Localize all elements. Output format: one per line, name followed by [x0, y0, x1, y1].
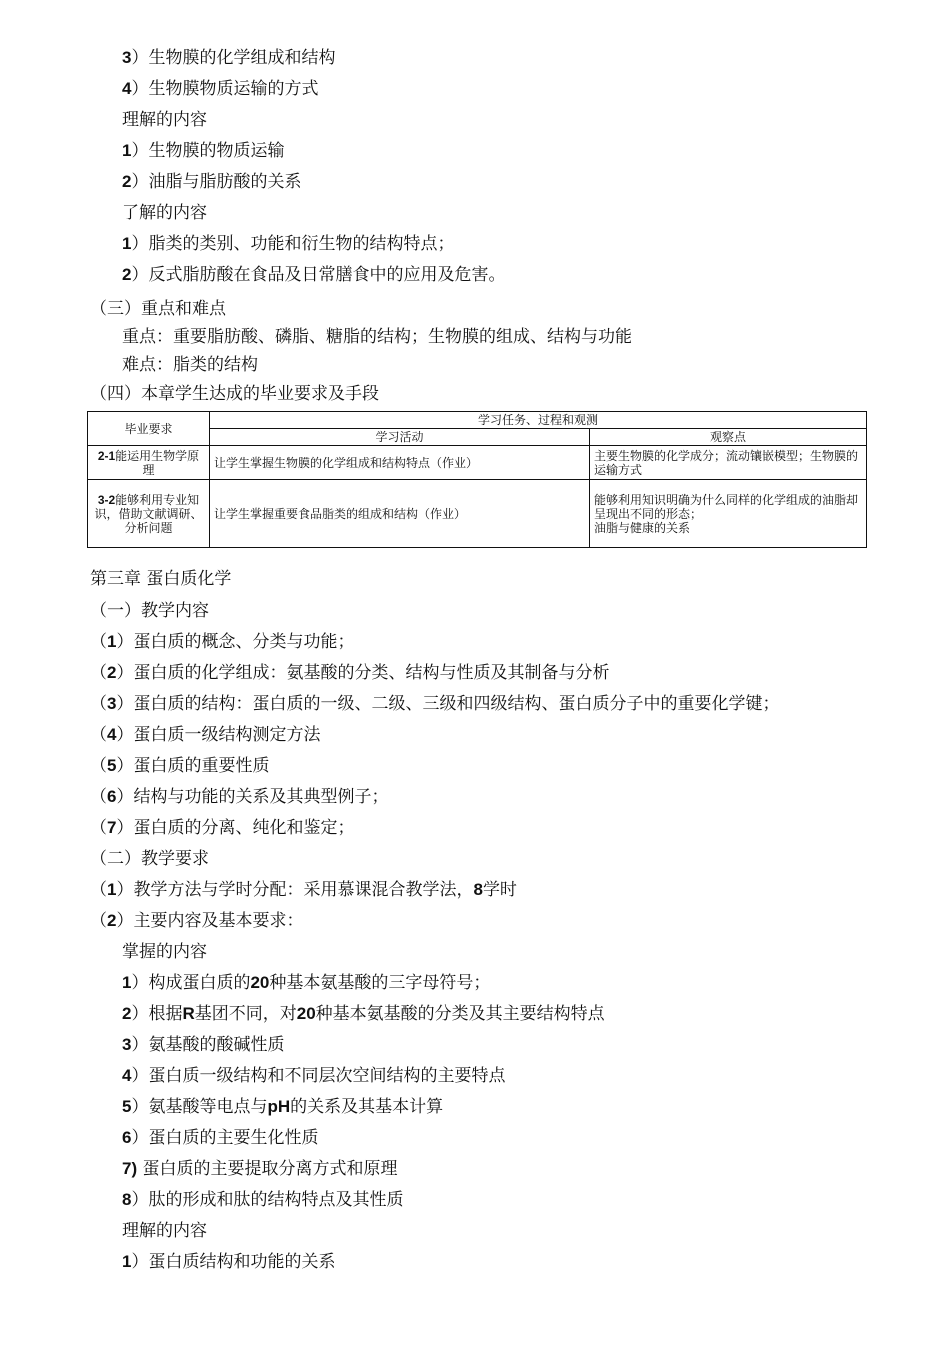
list-item: 1）脂类的类别、功能和衍生物的结构特点；	[122, 234, 455, 254]
subheading: 理解的内容	[122, 110, 207, 130]
observe-cell: 能够利用知识明确为什么同样的化学组成的油脂却呈现出不同的形态； 油脂与健康的关系	[590, 480, 867, 548]
table-header-group: 学习任务、过程和观测	[210, 412, 867, 429]
list-item: （7）蛋白质的分离、纯化和鉴定；	[90, 818, 355, 838]
list-item: 7) 蛋白质的主要提取分离方式和原理	[122, 1159, 398, 1179]
list-item: （1）教学方法与学时分配：采用慕课混合教学法，8学时	[90, 880, 517, 900]
list-item: 2）油脂与脂肪酸的关系	[122, 172, 302, 192]
table-row	[88, 480, 867, 548]
list-item: 8）肽的形成和肽的结构特点及其性质	[122, 1190, 404, 1210]
subheading: 了解的内容	[122, 203, 207, 223]
requirement-cell: 3-2能够利用专业知识，借助文献调研、分析问题	[88, 480, 210, 548]
key-points: 重点：重要脂肪酸、磷脂、糖脂的结构；生物膜的组成、结构与功能	[122, 327, 632, 347]
activity-cell: 让学生掌握重要食品脂类的组成和结构（作业）	[210, 480, 590, 548]
list-item: （6）结构与功能的关系及其典型例子；	[90, 787, 389, 807]
requirement-cell: 2-1能运用生物学原理	[88, 446, 210, 480]
list-item: 1）蛋白质结构和功能的关系	[122, 1252, 336, 1272]
section-heading: （二）教学要求	[90, 849, 209, 869]
activity-cell: 让学生掌握生物膜的化学组成和结构特点（作业）	[210, 446, 590, 480]
subheading: 掌握的内容	[122, 942, 207, 962]
requirements-table	[87, 411, 867, 548]
list-item: （2）蛋白质的化学组成：氨基酸的分类、结构与性质及其制备与分析	[90, 663, 610, 683]
list-item: （3）蛋白质的结构：蛋白质的一级、二级、三级和四级结构、蛋白质分子中的重要化学键；	[90, 694, 780, 714]
list-item: 4）蛋白质一级结构和不同层次空间结构的主要特点	[122, 1066, 506, 1086]
list-item: （5）蛋白质的重要性质	[90, 756, 270, 776]
difficult-points: 难点：脂类的结构	[122, 355, 258, 375]
list-item: 6）蛋白质的主要生化性质	[122, 1128, 319, 1148]
table-row	[88, 446, 867, 480]
list-item: 2）反式脂肪酸在食品及日常膳食中的应用及危害。	[122, 265, 506, 285]
table-header-observe: 观察点	[590, 429, 867, 446]
list-item: （4）蛋白质一级结构测定方法	[90, 725, 321, 745]
list-item: 3）氨基酸的酸碱性质	[122, 1035, 285, 1055]
table-header-activity: 学习活动	[210, 429, 590, 446]
chapter-title: 第三章 蛋白质化学	[90, 569, 232, 589]
observe-cell: 主要生物膜的化学成分；流动镶嵌模型；生物膜的运输方式	[590, 446, 867, 480]
list-item: 5）氨基酸等电点与pH的关系及其基本计算	[122, 1097, 444, 1117]
list-item: 4）生物膜物质运输的方式	[122, 79, 319, 99]
section-heading: （四）本章学生达成的毕业要求及手段	[90, 384, 379, 404]
subheading: 理解的内容	[122, 1221, 207, 1241]
list-item: 3）生物膜的化学组成和结构	[122, 48, 336, 68]
list-item: （2）主要内容及基本要求：	[90, 911, 304, 931]
list-item: （1）蛋白质的概念、分类与功能；	[90, 632, 355, 652]
section-heading: （三）重点和难点	[90, 299, 226, 319]
table-header-requirement: 毕业要求	[88, 412, 210, 446]
list-item: 2）根据R基团不同，对20种基本氨基酸的分类及其主要结构特点	[122, 1004, 605, 1024]
list-item: 1）构成蛋白质的20种基本氨基酸的三字母符号；	[122, 973, 491, 993]
section-heading: （一）教学内容	[90, 601, 209, 621]
list-item: 1）生物膜的物质运输	[122, 141, 285, 161]
